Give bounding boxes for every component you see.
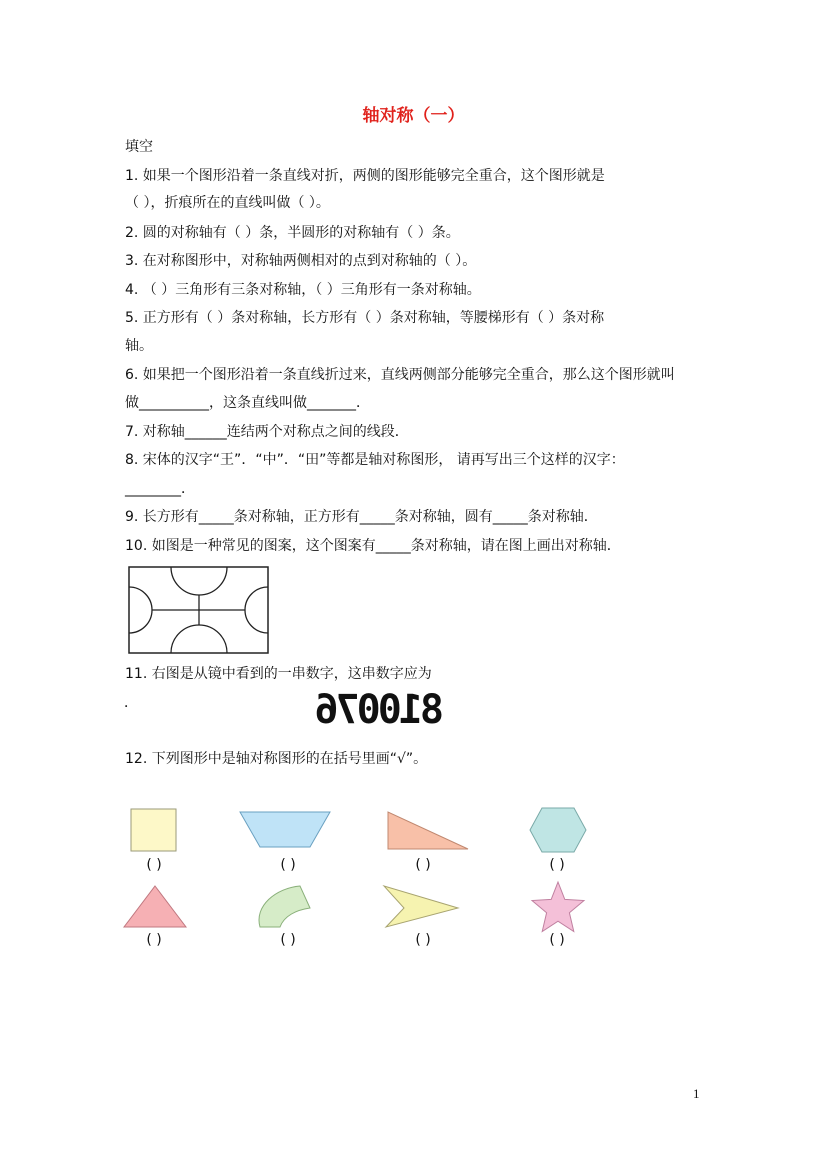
question-5-line-1: 5. 正方形有（ ）条对称轴，长方形有（ ）条对称轴，等腰梯形有（ ）条对称	[125, 310, 605, 326]
question-2: 2. 圆的对称轴有（ ）条，半圆形的对称轴有（ ）条。	[125, 225, 460, 241]
question-1-line-2: （ ），折痕所在的直线叫做（ ）。	[125, 195, 330, 211]
question-8-line-2: ________．	[125, 481, 195, 497]
question-3: 3. 在对称图形中，对称轴两侧相对的点到对称轴的（ ）。	[125, 253, 477, 269]
question-12: 12. 下列图形中是轴对称图形的在括号里画“√”。	[125, 751, 428, 767]
trapezoid-shape	[238, 810, 332, 850]
star-shape	[528, 880, 588, 934]
question-8-line-1: 8. 宋体的汉字“王”．“中”．“田”等都是轴对称图形， 请再写出三个这样的汉字：	[125, 452, 625, 468]
answer-paren-star[interactable]: ( )	[549, 932, 565, 948]
page-title: 轴对称（一）	[362, 106, 465, 126]
triangle-shape	[122, 884, 188, 930]
answer-paren-fan[interactable]: ( )	[280, 932, 296, 948]
answer-paren-right-triangle[interactable]: ( )	[415, 857, 431, 873]
question-6-line-1: 6. 如果把一个图形沿着一条直线折过来，直线两侧部分能够完全重合，那么这个图形就叫	[125, 367, 675, 383]
square-shape	[130, 808, 178, 854]
question-5-line-2: 轴。	[125, 338, 153, 354]
answer-paren-triangle[interactable]: ( )	[146, 932, 162, 948]
symmetry-pattern-figure	[127, 565, 271, 655]
question-7: 7. 对称轴______连结两个对称点之间的线段．	[125, 424, 409, 440]
question-11-blank: ．	[124, 695, 138, 711]
section-label: 填空	[125, 139, 153, 155]
question-6-line-2: 做__________，这条直线叫做_______．	[125, 395, 370, 411]
question-9: 9. 长方形有_____条对称轴，正方形有_____条对称轴，圆有_____条对称轴．	[125, 509, 598, 525]
right-triangle-shape	[386, 810, 472, 852]
question-1-line-1: 1. 如果一个图形沿着一条直线对折，两侧的图形能够完全重合，这个图形就是	[125, 168, 605, 184]
question-11: 11. 右图是从镜中看到的一串数字，这串数字应为	[125, 666, 432, 682]
mirrored-digits-text: 810076	[317, 687, 444, 733]
answer-paren-square[interactable]: ( )	[146, 857, 162, 873]
question-4: 4. （ ）三角形有三条对称轴，（ ）三角形有一条对称轴。	[125, 282, 481, 298]
answer-paren-trapezoid[interactable]: ( )	[280, 857, 296, 873]
fan-shape	[254, 884, 314, 930]
answer-paren-hexagon[interactable]: ( )	[549, 857, 565, 873]
mirrored-digits	[317, 687, 444, 733]
page-number: 1	[693, 1086, 700, 1101]
answer-paren-arrowhead[interactable]: ( )	[415, 932, 431, 948]
question-10: 10. 如图是一种常见的图案，这个图案有_____条对称轴，请在图上画出对称轴．	[125, 538, 621, 554]
arrowhead-shape	[382, 884, 462, 930]
hexagon-shape	[528, 806, 588, 854]
